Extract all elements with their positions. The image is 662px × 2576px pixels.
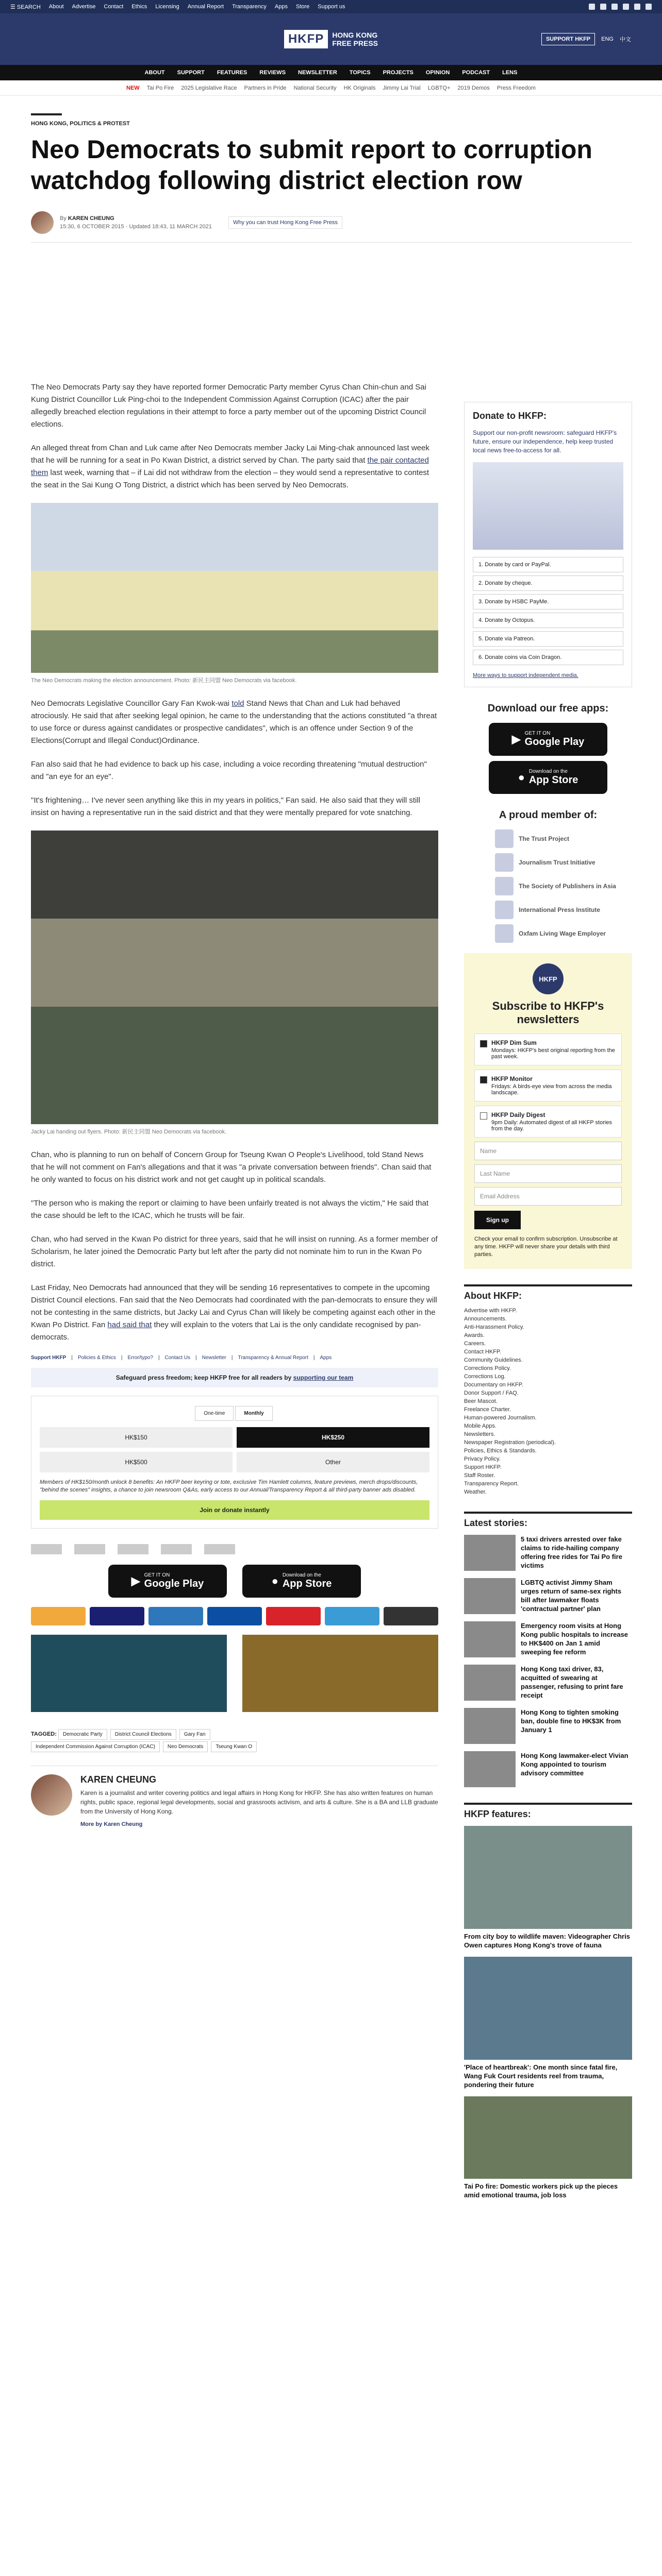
- lang-eng[interactable]: ENG: [601, 36, 614, 42]
- logo-text: HONG KONG FREE PRESS: [332, 31, 378, 47]
- trending-item[interactable]: Partners in Pride: [244, 84, 287, 91]
- topbar-support[interactable]: Support us: [318, 4, 345, 10]
- updated-date: Updated 18:43, 11 MARCH 2021: [129, 224, 212, 230]
- ipi-icon: [495, 901, 514, 919]
- donate-option[interactable]: 5. Donate via Patreon.: [473, 631, 623, 647]
- site-logo[interactable]: [284, 30, 378, 48]
- amex-icon: [148, 1607, 203, 1625]
- feature-item[interactable]: Tai Po fire: Domestic workers pick up the pieces amid emotional trauma, job loss: [464, 2096, 632, 2199]
- sopa-icon: [118, 1544, 148, 1554]
- donate-text[interactable]: Support our non-profit newsroom: safeguard HKFP's future, ensure our independence, help keep trusted local news free-to-access for all.: [473, 429, 617, 454]
- member-logo[interactable]: The Trust Project: [495, 829, 632, 848]
- story-thumb[interactable]: [464, 1708, 516, 1744]
- apps-title: Download our free apps:: [487, 703, 609, 714]
- badge-row: [31, 1544, 438, 1554]
- donate-box: [464, 402, 632, 687]
- topbar-about[interactable]: About: [48, 4, 64, 10]
- about-link[interactable]: Mobile Apps.: [464, 1423, 496, 1429]
- about-link[interactable]: Community Guidelines.: [464, 1357, 523, 1363]
- oxfam-icon: [495, 924, 514, 943]
- trending-bar: [0, 80, 662, 96]
- article-photo-1: [31, 503, 438, 673]
- tag[interactable]: Gary Fan: [179, 1729, 210, 1740]
- inline-link[interactable]: the pair contacted them: [31, 456, 429, 477]
- author-name[interactable]: KAREN CHEUNG: [68, 215, 114, 222]
- sopa-icon: [495, 877, 514, 895]
- youtube-icon[interactable]: [623, 4, 629, 10]
- topbar-licensing[interactable]: Licensing: [155, 4, 179, 10]
- byline: By KAREN CHEUNG 15:30, 6 OCTOBER 2015 · Updated 18:43, 11 MARCH 2021 Why you can trust Hong Kong Free Press: [31, 211, 632, 243]
- nav-opinion[interactable]: OPINION: [425, 70, 450, 76]
- latest-title: Latest stories:: [464, 1512, 632, 1529]
- search-link[interactable]: ☰ SEARCH: [10, 4, 41, 10]
- story-thumb[interactable]: [464, 1621, 516, 1657]
- newsletter-option[interactable]: HKFP Daily Digest 9pm Daily: Automated digest of all HKFP stories from the day.: [474, 1106, 622, 1138]
- checkbox[interactable]: [480, 1112, 487, 1120]
- about-link[interactable]: Corrections Log.: [464, 1374, 506, 1380]
- photo-caption: The Neo Democrats making the election announcement. Photo: 新民主同盟 Neo Democrats via facebook.: [31, 677, 297, 684]
- app-store-button[interactable]: ● Download on the App Store: [489, 761, 607, 794]
- sidebar: [464, 402, 632, 2207]
- top-bar: [0, 0, 662, 13]
- story-item[interactable]: Hong Kong lawmaker-elect Vivian Kong appointed to tourism advisory committee: [464, 1751, 632, 1787]
- trending-item[interactable]: 2019 Demos: [457, 84, 490, 91]
- amount-option[interactable]: Other: [237, 1452, 429, 1472]
- category-kicker[interactable]: HONG KONG, POLITICS & PROTEST: [31, 113, 62, 127]
- member-title: A proud member of:: [499, 809, 598, 821]
- features-title: HKFP features:: [464, 1803, 632, 1820]
- tag[interactable]: Independent Commission Against Corruption (ICAC): [31, 1741, 160, 1752]
- hkfp-features: [464, 1803, 632, 2199]
- author-box: [31, 1766, 438, 1828]
- story-item[interactable]: Hong Kong taxi driver, 83, acquitted of swearing at passenger, refusing to print fare receipt: [464, 1665, 632, 1701]
- author-box-name[interactable]: KAREN CHEUNG: [80, 1774, 157, 1785]
- trust-project-icon: [495, 829, 514, 848]
- footer-link[interactable]: Apps: [320, 1355, 332, 1361]
- nav-support[interactable]: SUPPORT: [177, 70, 205, 76]
- hkfp-circle-logo: HKFP: [533, 963, 564, 994]
- about-title: About HKFP:: [464, 1284, 632, 1301]
- feature-item[interactable]: 'Place of heartbreak': One month since fatal fire, Wang Fuk Court residents reel from trauma, pondering their future: [464, 1957, 632, 2089]
- name-field[interactable]: Name: [474, 1142, 622, 1160]
- tag[interactable]: District Council Elections: [110, 1729, 176, 1740]
- member-benefits: Members of HK$150/month unlock 8 benefits: An HKFP beer keyring or tote, exclusive Tim Hamlett columns, feature previews, merch drops/discounts, "behind the scenes" insights, a chance to join newsroom Q&As, early access to our Annual/Transparency Report & all third-party banner ads disabled.: [40, 1479, 418, 1493]
- paragraph: The Neo Democrats Party say they have reported former Democratic Party member Cyrus Chan Chin-chun and Sai Kung District Councillor Luk Ping-choi to the Independent Commission Against Corruption (ICAC) after the pair allegedly breached election regulations in their attempt to force a party member out of the upcoming District Council elections.: [31, 383, 426, 429]
- ipi-icon: [161, 1544, 192, 1554]
- member-logo[interactable]: The Society of Publishers in Asia: [495, 877, 632, 895]
- support-team-link[interactable]: supporting our team: [293, 1374, 354, 1381]
- tag[interactable]: Neo Democrats: [163, 1741, 208, 1752]
- jti-icon: [74, 1544, 105, 1554]
- nav-about[interactable]: ABOUT: [144, 70, 165, 76]
- main-nav: [0, 65, 662, 80]
- member-logo[interactable]: International Press Institute: [495, 901, 632, 919]
- author-bio: Karen is a journalist and writer covering politics and legal affairs in Hong Kong for HKFP. She has also written features on human rights, public space, regional legal developments, social and grassroots activism, and arts & culture. She is a BA and LLB graduate from the University of Hong Kong.: [80, 1789, 438, 1815]
- story-item[interactable]: 5 taxi drivers arrested over fake claims to ride-hailing company offering free rides for Tai Po fire victims: [464, 1535, 632, 1571]
- author-photo[interactable]: [31, 1774, 72, 1816]
- oxfam-icon: [204, 1544, 235, 1554]
- donate-option[interactable]: 1. Donate by card or PayPal.: [473, 557, 623, 572]
- inline-link[interactable]: told: [231, 699, 244, 708]
- about-link[interactable]: Documentary on HKFP.: [464, 1382, 523, 1388]
- paragraph: "The person who is making the report or claiming to have been unfairly treated is not always the victim," He said that the case should be left to the ICAC, which he trusts will be fair.: [31, 1199, 429, 1220]
- lang-zh[interactable]: 中文: [620, 37, 631, 43]
- about-link[interactable]: Newsletters.: [464, 1431, 495, 1437]
- article-header: [31, 113, 632, 258]
- telegram-icon[interactable]: [634, 4, 640, 10]
- article-body: [31, 381, 438, 1828]
- member-logo[interactable]: Oxfam Living Wage Employer: [495, 924, 632, 943]
- newsletter-note: Check your email to confirm subscription. Unsubscribe at any time. HKFP will never share your details with third parties.: [474, 1236, 618, 1258]
- about-link[interactable]: Awards.: [464, 1332, 485, 1338]
- trending-item[interactable]: HK Originals: [343, 84, 376, 91]
- footer-link[interactable]: Transparency & Annual Report: [238, 1355, 308, 1361]
- x-icon[interactable]: [600, 4, 606, 10]
- donate-image: [473, 462, 623, 550]
- trust-link[interactable]: Why you can trust Hong Kong Free Press: [228, 216, 342, 229]
- last-name-field[interactable]: Last Name: [474, 1164, 622, 1183]
- tab-one-time[interactable]: One-time: [195, 1406, 234, 1421]
- nav-projects[interactable]: PROJECTS: [383, 70, 413, 76]
- safeguard-banner: Safeguard press freedom; keep HKFP free for all readers by supporting our team: [31, 1368, 438, 1387]
- feature-image[interactable]: [464, 1957, 632, 2060]
- trending-label: NEW: [126, 84, 140, 91]
- donate-option[interactable]: 6. Donate coins via Coin Dragon.: [473, 650, 623, 665]
- unionpay-icon: [266, 1607, 321, 1625]
- promo-videos: [31, 1635, 438, 1712]
- donate-option[interactable]: 3. Donate by HSBC PayMe.: [473, 594, 623, 609]
- trending-item[interactable]: 2025 Legislative Race: [181, 84, 237, 91]
- latest-stories: [464, 1512, 632, 1787]
- paragraph: Last Friday, Neo Democrats had announced that they will be sending 16 representatives to compete in the upcoming District Council elections. Fan said that the Neo Democrats had coordinated with the pan-democrats to ensure they will not be contesting in the same districts, but Jacky Lai and Cyrus Chan will likely be competing against each other in the Kwan Po District. Fan had said that they will explain to the voters that Lai is the only candidate recognised by pan-democrats.: [31, 1283, 437, 1342]
- footer-link[interactable]: Error/typo?: [127, 1355, 153, 1361]
- footer-link[interactable]: Support HKFP: [31, 1355, 67, 1361]
- paragraph: "It's frightening… I've never seen anything like this in my years in politics," Fan said. He also said that they will still insist on having a representative run in the said district and that they were mentally prepared for vote snatching.: [31, 796, 421, 817]
- nav-reviews[interactable]: REVIEWS: [259, 70, 286, 76]
- google-play-badge[interactable]: ▶ GET IT ON Google Play: [108, 1565, 227, 1598]
- donate-title: Donate to HKFP:: [473, 411, 547, 421]
- about-link[interactable]: Beer Mascot.: [464, 1398, 498, 1404]
- story-thumb[interactable]: [464, 1535, 516, 1571]
- amount-option-selected[interactable]: HK$250: [237, 1427, 429, 1448]
- about-link[interactable]: Careers.: [464, 1341, 486, 1347]
- trending-item[interactable]: Tai Po Fire: [146, 84, 174, 91]
- nav-newsletter[interactable]: NEWSLETTER: [298, 70, 337, 76]
- apple-icon: ●: [518, 771, 525, 784]
- about-link[interactable]: Policies, Ethics & Standards.: [464, 1448, 537, 1454]
- rss-icon[interactable]: [646, 4, 652, 10]
- google-play-button[interactable]: ▶ GET IT ON Google Play: [489, 723, 607, 756]
- topbar-store[interactable]: Store: [296, 4, 310, 10]
- by-label: By: [60, 215, 67, 222]
- trending-item[interactable]: LGBTQ+: [427, 84, 451, 91]
- checkbox-checked[interactable]: [480, 1076, 487, 1083]
- about-link[interactable]: Privacy Policy.: [464, 1456, 501, 1462]
- trending-item[interactable]: National Security: [293, 84, 337, 91]
- footer-link[interactable]: Policies & Ethics: [77, 1355, 116, 1361]
- about-link[interactable]: Transparency Report.: [464, 1481, 519, 1487]
- story-thumb[interactable]: [464, 1665, 516, 1701]
- about-link[interactable]: Staff Roster.: [464, 1472, 495, 1479]
- topbar-apps[interactable]: Apps: [274, 4, 288, 10]
- masthead: [0, 13, 662, 65]
- amount-option[interactable]: HK$500: [40, 1452, 233, 1472]
- donate-option[interactable]: 2. Donate by cheque.: [473, 575, 623, 591]
- newsletter-option[interactable]: HKFP Dim Sum Mondays: HKFP's best original reporting from the past week.: [474, 1033, 622, 1065]
- author-avatar[interactable]: [31, 211, 54, 234]
- inline-link[interactable]: had said that: [107, 1320, 152, 1329]
- nav-podcast[interactable]: PODCAST: [462, 70, 490, 76]
- tab-monthly[interactable]: Monthly: [235, 1406, 272, 1421]
- social-icons: [589, 4, 652, 10]
- trending-item[interactable]: Press Freedom: [496, 84, 536, 91]
- donation-widget: [31, 1396, 438, 1529]
- story-item[interactable]: Emergency room visits at Hong Kong public hospitals to increase to HK$400 on Jan 1 amid sweeping fee reform: [464, 1621, 632, 1657]
- about-link[interactable]: Advertise with HKFP.: [464, 1308, 517, 1314]
- newsletter-option[interactable]: HKFP Monitor Fridays: A birds-eye view from across the media landscape.: [474, 1070, 622, 1101]
- footer-link[interactable]: Contact Us: [164, 1355, 191, 1361]
- facebook-icon[interactable]: [589, 4, 595, 10]
- about-link[interactable]: Corrections Policy.: [464, 1365, 511, 1371]
- octopus-icon: [325, 1607, 379, 1625]
- trending-item[interactable]: Jimmy Lai Trial: [383, 84, 421, 91]
- trust-project-icon: [31, 1544, 62, 1554]
- payment-icons: [31, 1607, 438, 1625]
- paragraph: Chan, who had served in the Kwan Po district for three years, said that he will insist on running. As a former member of Scholarism, he later joined the Democratic Party but left after the party did not nominate him to run in the Kwan Po district.: [31, 1235, 438, 1268]
- tag[interactable]: Tseung Kwan O: [211, 1741, 257, 1752]
- signup-button[interactable]: Sign up: [474, 1211, 521, 1229]
- tag[interactable]: Democratic Party: [58, 1729, 107, 1740]
- about-link[interactable]: Human-powered Journalism.: [464, 1415, 537, 1421]
- story-item[interactable]: LGBTQ activist Jimmy Sham urges return of same-sex rights bill after lawmaker floats 'contractual partner' plan: [464, 1578, 632, 1614]
- member-logo[interactable]: Journalism Trust Initiative: [495, 853, 632, 872]
- newsletter-box: [464, 953, 632, 1269]
- about-link[interactable]: Freelance Charter.: [464, 1406, 511, 1413]
- about-link[interactable]: Support HKFP.: [464, 1464, 502, 1470]
- footer-links: Support HKFP | Policies & Ethics | Error/typo? | Contact Us | Newsletter | Transparency & Annual Report | Apps: [31, 1355, 332, 1361]
- checkbox-checked[interactable]: [480, 1040, 487, 1047]
- photo-caption: Jacky Lai handing out flyers. Photo: 新民主同盟 Neo Democrats via facebook.: [31, 1129, 227, 1135]
- about-link[interactable]: Weather.: [464, 1489, 487, 1495]
- jcb-icon: [207, 1607, 262, 1625]
- paragraph: An alleged threat from Chan and Luk came after Neo Democrats member Jacky Lai Ming-chak announced last week that he will be running for a seat in Po Kwan District, a district served by Chan. The party said that the pair contacted them last week, warning that – if Lai did not withdraw from the election – they would send a representative to contest the seat in the Sai Kung O Tong District, a district which has been served by Neo Democrats.: [31, 444, 429, 489]
- mastercard-icon: [31, 1607, 86, 1625]
- about-link[interactable]: Newspaper Registration (periodical).: [464, 1439, 556, 1446]
- story-thumb[interactable]: [464, 1578, 516, 1614]
- google-play-icon: ▶: [511, 733, 521, 745]
- topbar-transparency[interactable]: Transparency: [232, 4, 267, 10]
- support-video[interactable]: [242, 1635, 438, 1712]
- feature-image[interactable]: [464, 1826, 632, 1929]
- about-link[interactable]: Announcements.: [464, 1316, 507, 1322]
- paragraph: Fan also said that he had evidence to back up his case, including a voice recording threatening "mutual destruction" and "an eye for an eye".: [31, 760, 427, 781]
- topbar-contact[interactable]: Contact: [104, 4, 124, 10]
- ethics-video[interactable]: [31, 1635, 227, 1712]
- nav-features[interactable]: FEATURES: [217, 70, 247, 76]
- about-list: [464, 1284, 632, 1496]
- support-hkfp-button[interactable]: SUPPORT HKFP: [541, 33, 595, 45]
- more-by-author-link[interactable]: More by Karen Cheung: [80, 1821, 143, 1827]
- tags-label: TAGGED:: [31, 1731, 57, 1737]
- paragraph: Neo Democrats Legislative Councillor Gary Fan Kwok-wai told Stand News that Chan and Luk had behaved atrociously. He said that after seeking legal opinion, he came to the understanding that the actions constituted "a threat to use force or duress against candidates or prospective candidates", which is an offence under Section 9 of the Elections(Corrupt and Illegal Conduct)Ordinance.: [31, 699, 437, 745]
- visa-icon: [90, 1607, 144, 1625]
- topbar-ethics[interactable]: Ethics: [131, 4, 147, 10]
- story-item[interactable]: Hong Kong to tighten smoking ban, double fine to HK$3K from January 1: [464, 1708, 632, 1744]
- feature-item[interactable]: From city boy to wildlife maven: Videographer Chris Owen captures Hong Kong's trove of fauna: [464, 1826, 632, 1950]
- article-title: Neo Democrats to submit report to corruption watchdog following district election row: [31, 135, 592, 195]
- story-thumb[interactable]: [464, 1751, 516, 1787]
- app-badges-row: [31, 1565, 438, 1598]
- apple-pay-icon: [384, 1607, 438, 1625]
- more-ways-link[interactable]: More ways to support independent media.: [473, 672, 578, 679]
- paragraph: Chan, who is planning to run on behalf of Concern Group for Tseung Kwan O People's Livelihood, told Stand News that he will not comment on Fan's allegations and that it was "a private conversation between friends". Chan said that he only wanted to focus on his district work and not get caught up in political scandals.: [31, 1150, 432, 1184]
- publish-date: 15:30, 6 OCTOBER 2015: [60, 224, 124, 230]
- footer-link[interactable]: Newsletter: [202, 1355, 226, 1361]
- feature-image[interactable]: [464, 2096, 632, 2179]
- tags: [31, 1727, 438, 1752]
- about-link[interactable]: Donor Support / FAQ.: [464, 1390, 519, 1396]
- donate-option[interactable]: 4. Donate by Octopus.: [473, 613, 623, 628]
- topbar-advertise[interactable]: Advertise: [72, 4, 96, 10]
- newsletter-title: Subscribe to HKFP's newsletters: [492, 999, 604, 1026]
- nav-lens[interactable]: LENS: [502, 70, 518, 76]
- article-photo-2: [31, 831, 438, 1124]
- donate-cta-button[interactable]: Join or donate instantly: [40, 1500, 429, 1520]
- topbar-annual[interactable]: Annual Report: [187, 4, 224, 10]
- jti-icon: [495, 853, 514, 872]
- amount-option[interactable]: HK$150: [40, 1427, 233, 1448]
- app-store-badge[interactable]: ● Download on the App Store: [242, 1565, 361, 1598]
- instagram-icon[interactable]: [611, 4, 618, 10]
- about-link[interactable]: Contact HKFP.: [464, 1349, 501, 1355]
- email-field[interactable]: Email Address: [474, 1187, 622, 1206]
- about-link[interactable]: Anti-Harassment Policy.: [464, 1324, 524, 1330]
- logo-mark: HKFP: [284, 30, 328, 48]
- nav-topics[interactable]: TOPICS: [349, 70, 371, 76]
